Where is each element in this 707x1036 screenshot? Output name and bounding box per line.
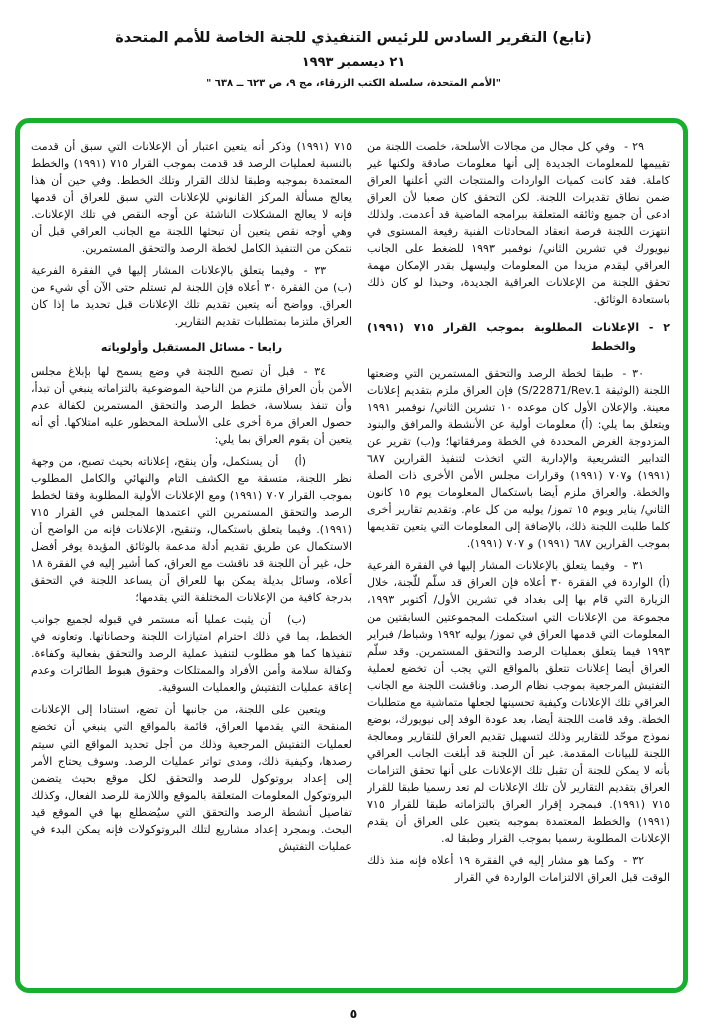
paragraph-34 [31, 363, 352, 448]
paragraph-32-number: ٣٢ - [623, 854, 645, 868]
section-2-heading: ٢ - الإعلانات المطلوبة بموجب القرار ٧١٥ (١٩٩١) والخطط [367, 321, 670, 354]
paragraph-29-text: وفي كل مجال من مجالات الأسلحة، خلصت اللجنة من تقييمها للمعلومات الجديدة إلى أنها معلومات صادقة ولكنها غير كاملة. فقد كانت كميات الواردات والمنتجات التي أعلنها العراق ضمن نطاق تقديرات اللجنة. لكن التحقق كان صعبا لأن العراق ادعى أن جميع وثائقه المتعلقة ببرامجه الماضية قد أعدمت. ولذلك انتهزت اللجنة فرصة انعقاد المحادثات الفنية رفيعة المستوى في نيويورك في تشرين الثاني/ نوفمبر ١٩٩٣ للضغط على الجانب العراقي ليقدم مزيدا من المعلومات وليسهل بقدر الإمكان مهمة تحقق اللجنة من الإعلانات العراقية الجديدة، وحبذا لو كان ذلك باستعادة الوثائق. [367, 140, 670, 307]
paragraph-31-text: وفيما يتعلق بالإعلانات المشار إليها في الفقرة الفرعية (أ) الواردة في الفقرة ٣٠ أعلاه فإن العراق قد سلّم للّجنة، خلال الزيارة التي قام بها إلى بغداد في تشرين الأول/ أكتوبر ١٩٩٣، مجموعة من الإعلانات التي استكملت المجموعتين السابقتين من المعلومات التي قدمها العراق في تموز/ يوليه ١٩٩٢ وشباط/ فبراير ١٩٩٣ فيما يتعلق بعمليات الرصد والتحقق المستمرين. وقد سلّم العراق أيضا إعلانات تتعلق بالمواقع التي يجب أن تخضع لعملية التفتيش المرجعية بموجب نظام الرصد. وناقشت اللجنة مع الجانب العراقي تلك الإعلانات وكيفية تحسينها لجعلها متماشية مع متطلبات الخطة. وقد قامت اللجنة أيضا، بعد عودة الوفد إلى نيويورك، بوضع نموذج موحّد للتقارير وذلك لتسهيل تقديم العراق للتقارير ومعالجة اللجنة للبيانات المقدمة. غير أن اللجنة قد أبلغت الجانب العراقي بأنه لا يمكن للجنة أن تقبل تلك الإعلانات على أنها تحقق التزامات العراق بتقديم التقارير لأن تلك الإعلانات لم تعد رسميا طبقا للقرار ٧١٥ (١٩٩١). فبمجرد إقرار العراق بالتزاماته طبقا للقرار ٧١٥ (١٩٩١) والخطط المعتمدة بموجبه يتعين على العراق أن يقدم الإعلانات المطلوبة رسميا بموجب القرار وطبقا له. [367, 559, 670, 846]
list-item-b-text: أن يثبت عمليا أنه مستمر في قبوله لجميع جوانب الخطط، بما في ذلك احترام امتيازات اللجنة وحصاناتها. وتعاونه في تنفيذها كما هو مطلوب لتنفيذ عملية الرصد والتحقق بفعالية وكفاءة. وكفالة سلامة وأمن الأفراد والممتلكات وحقوق هبوط الطائرات وعدم إعاقة عمليات التفتيش والعمليات السوقية. [31, 613, 352, 695]
paragraph-33 [31, 262, 352, 330]
section-4-heading: رابعا - مسائل المستقبل وأولوياته [100, 340, 283, 354]
green-border-frame [15, 118, 688, 993]
paragraph-32 [367, 852, 670, 886]
column-left [31, 138, 352, 978]
paragraph-30-number: ٣٠ - [622, 366, 644, 380]
paragraph-30 [367, 365, 670, 553]
paragraph-32-continuation: ٧١٥ (١٩٩١) وذكر أنه يتعين اعتبار أن الإعلانات التي سبق أن قدمت بالنسبة لعمليات الرصد قد قدمت بموجب القرار ٧١٥ (١٩٩١) والخطط المعتمدة بموجبه وطبقا لذلك القرار وتلك الخطط. وفي حين أن هذا يعالج مسألة المركز القانوني للإعلانات التي سبق للعراق أن قدمها فإنه لا يعالج المشكلات الناشئة عن أوجه النقص في تلك الإعلانات. وهي أوجه نقص يتعين أن تبحثها اللجنة مع الجانب العراقي قبل أن نتمكن من التنفيذ الكامل لخطة الرصد والتحقق المستمرين. [31, 140, 352, 256]
document-date: ٢١ ديسمبر ١٩٩٣ [301, 55, 406, 70]
paragraph-29 [367, 138, 670, 308]
paragraph-31-number: ٣١ - [623, 559, 645, 573]
list-item-a-marker: (أ) [294, 454, 306, 468]
list-item-a [31, 453, 352, 606]
paragraph-33-number: ٣٣ - [303, 264, 327, 278]
page-number: ٥ [349, 1006, 358, 1021]
list-item-b [31, 611, 352, 696]
column-right [367, 138, 670, 978]
paragraph-34-text: قبل أن تصبح اللجنة في وضع يسمح لها بإبلاغ مجلس الأمن بأن العراق ملتزم من الناحية الموضوعية بالتزاماته ينبغي أن تبدأ، وأن تنفذ بسلاسة، خطط الرصد والتحقق المستمرين لكفالة عدم حصول العراق مرة أخرى على الأسلحة المحظور عليه امتلاكها. أي أنه يتعين أن يقوم العراق بما يلي: [31, 364, 352, 446]
document-source-citation: "الأمم المتحدة، سلسلة الكتب الزرقاء، مج ٩، ص ٦٢٣ ــ ٦٣٨ " [206, 78, 501, 89]
paragraph-33-text: وفيما يتعلق بالإعلانات المشار إليها في الفقرة الفرعية (ب) من الفقرة ٣٠ أعلاه فإن اللجنة لم تستلم حتى الآن أي شيء من العراق. وواضح أنه يتعين تقديم تلك الإعلانات قبل تحديد ما إذا كان العراق ملتزما بمتطلبات تقديم التقارير. [31, 264, 352, 329]
two-column-text-area [20, 123, 683, 988]
list-item-a-text: أن يستكمل، وأن ينقح، إعلاناته بحيث تصبح، من وجهة نظر اللجنة، متسقة مع الكشف التام والنهائي والكامل المطلوب بموجب القرار ٧٠٧ (١٩٩١) ومع الإعلانات الأولية المطلوبة وفقا لخطط الرصد والتحقق المستمرين التي اعتمدها المجلس في القرار ٧١٥ (١٩٩١). وفيما يتعلق باستكمال، وتنقيح، الإعلانات فإنه من الواضح أن الاستكمال عن طريق تقديم أدلة مدعمة بالوثائق المؤيدة يوفر أفضل حل، غير أن اللجنة قد ناقشت مع العراق، كما أشير إليه في الفقرة ١٨ أعلاه، وسائل بديلة يمكن بها للعراق أن يساعد اللجنة في التحقق بدرجة كافية من الإعلانات المختلفة التي يقدمها؛ [31, 454, 352, 605]
paragraph-30-text: طبقا لخطة الرصد والتحقق المستمرين التي وضعتها اللجنة (الوثيقة S/22871/Rev.1) فإن العراق ملزم بتقديم إعلانات معينة. والإعلان الأول كان موعده ١٠ تشرين الثاني/ نوفمبر ١٩٩١ ويتعلق بما يلي: (أ) معلومات أولية عن الأنشطة والمرافق والبنود المزدوجة الغرض المحددة في الخطة ومرفقاتها؛ و(ب) تقرير عن التدابير التشريعية والإدارية التي اتخذت لتنفيذ القرارين ٦٨٧ (١٩٩١) و٧٠٧ (١٩٩١) وقرارات مجلس الأمن الأخرى ذات الصلة والخطة. والعراق ملزم أيضا باستكمال المعلومات يوم ١٥ كانون الثاني/ يناير ويوم ١٥ تموز/ يوليه من كل عام. وتقديم تقارير أخرى كلما طلبت اللجنة ذلك، بالإضافة إلى المعلومات التي يتعين تقديمها بموجب القرارين ٦٨٧ (١٩٩١) و ٧٠٧ (١٩٩١). [367, 366, 670, 551]
document-header [0, 30, 707, 89]
document-title: (تابع) التقرير السادس للرئيس التنفيذي للجنة الخاصة للأمم المتحدة [115, 30, 592, 46]
paragraph-final: ويتعين على اللجنة، من جانبها أن تضع، استنادا إلى الإعلانات المنقحة التي يقدمها العراق، قائمة بالمواقع التي ينبغي أن تخضع لعمليات التفتيش المرجعية وذلك من أجل تحديد المواقع التي سيتم رصدها، وكيفية ذلك، ومدى تواتر عمليات الرصد. وسوف يحتاج الأمر إلى إعداد بروتوكول للرصد والتحقق لكل موقع بحيث يتضمن البروتوكول المعلومات المتعلقة بالموقع واللازمة للرصد الفعال، وكذلك تفاصيل أنشطة الرصد والتحقق التي سيُضطلع بها في الموقع قيد البحث. وبمجرد إعداد مشاريع لتلك البروتوكولات فإنه يمكن البدء في عمليات التفتيش [31, 703, 352, 853]
paragraph-32-text: وكما هو مشار إليه في الفقرة ١٩ أعلاه فإنه منذ ذلك الوقت قبل العراق الالتزامات الواردة في القرار [367, 854, 670, 885]
paragraph-29-number: ٢٩ - [624, 140, 644, 153]
paragraph-34-number: ٣٤ - [303, 364, 327, 378]
list-item-b-marker: (ب) [287, 613, 306, 627]
paragraph-31 [367, 557, 670, 847]
